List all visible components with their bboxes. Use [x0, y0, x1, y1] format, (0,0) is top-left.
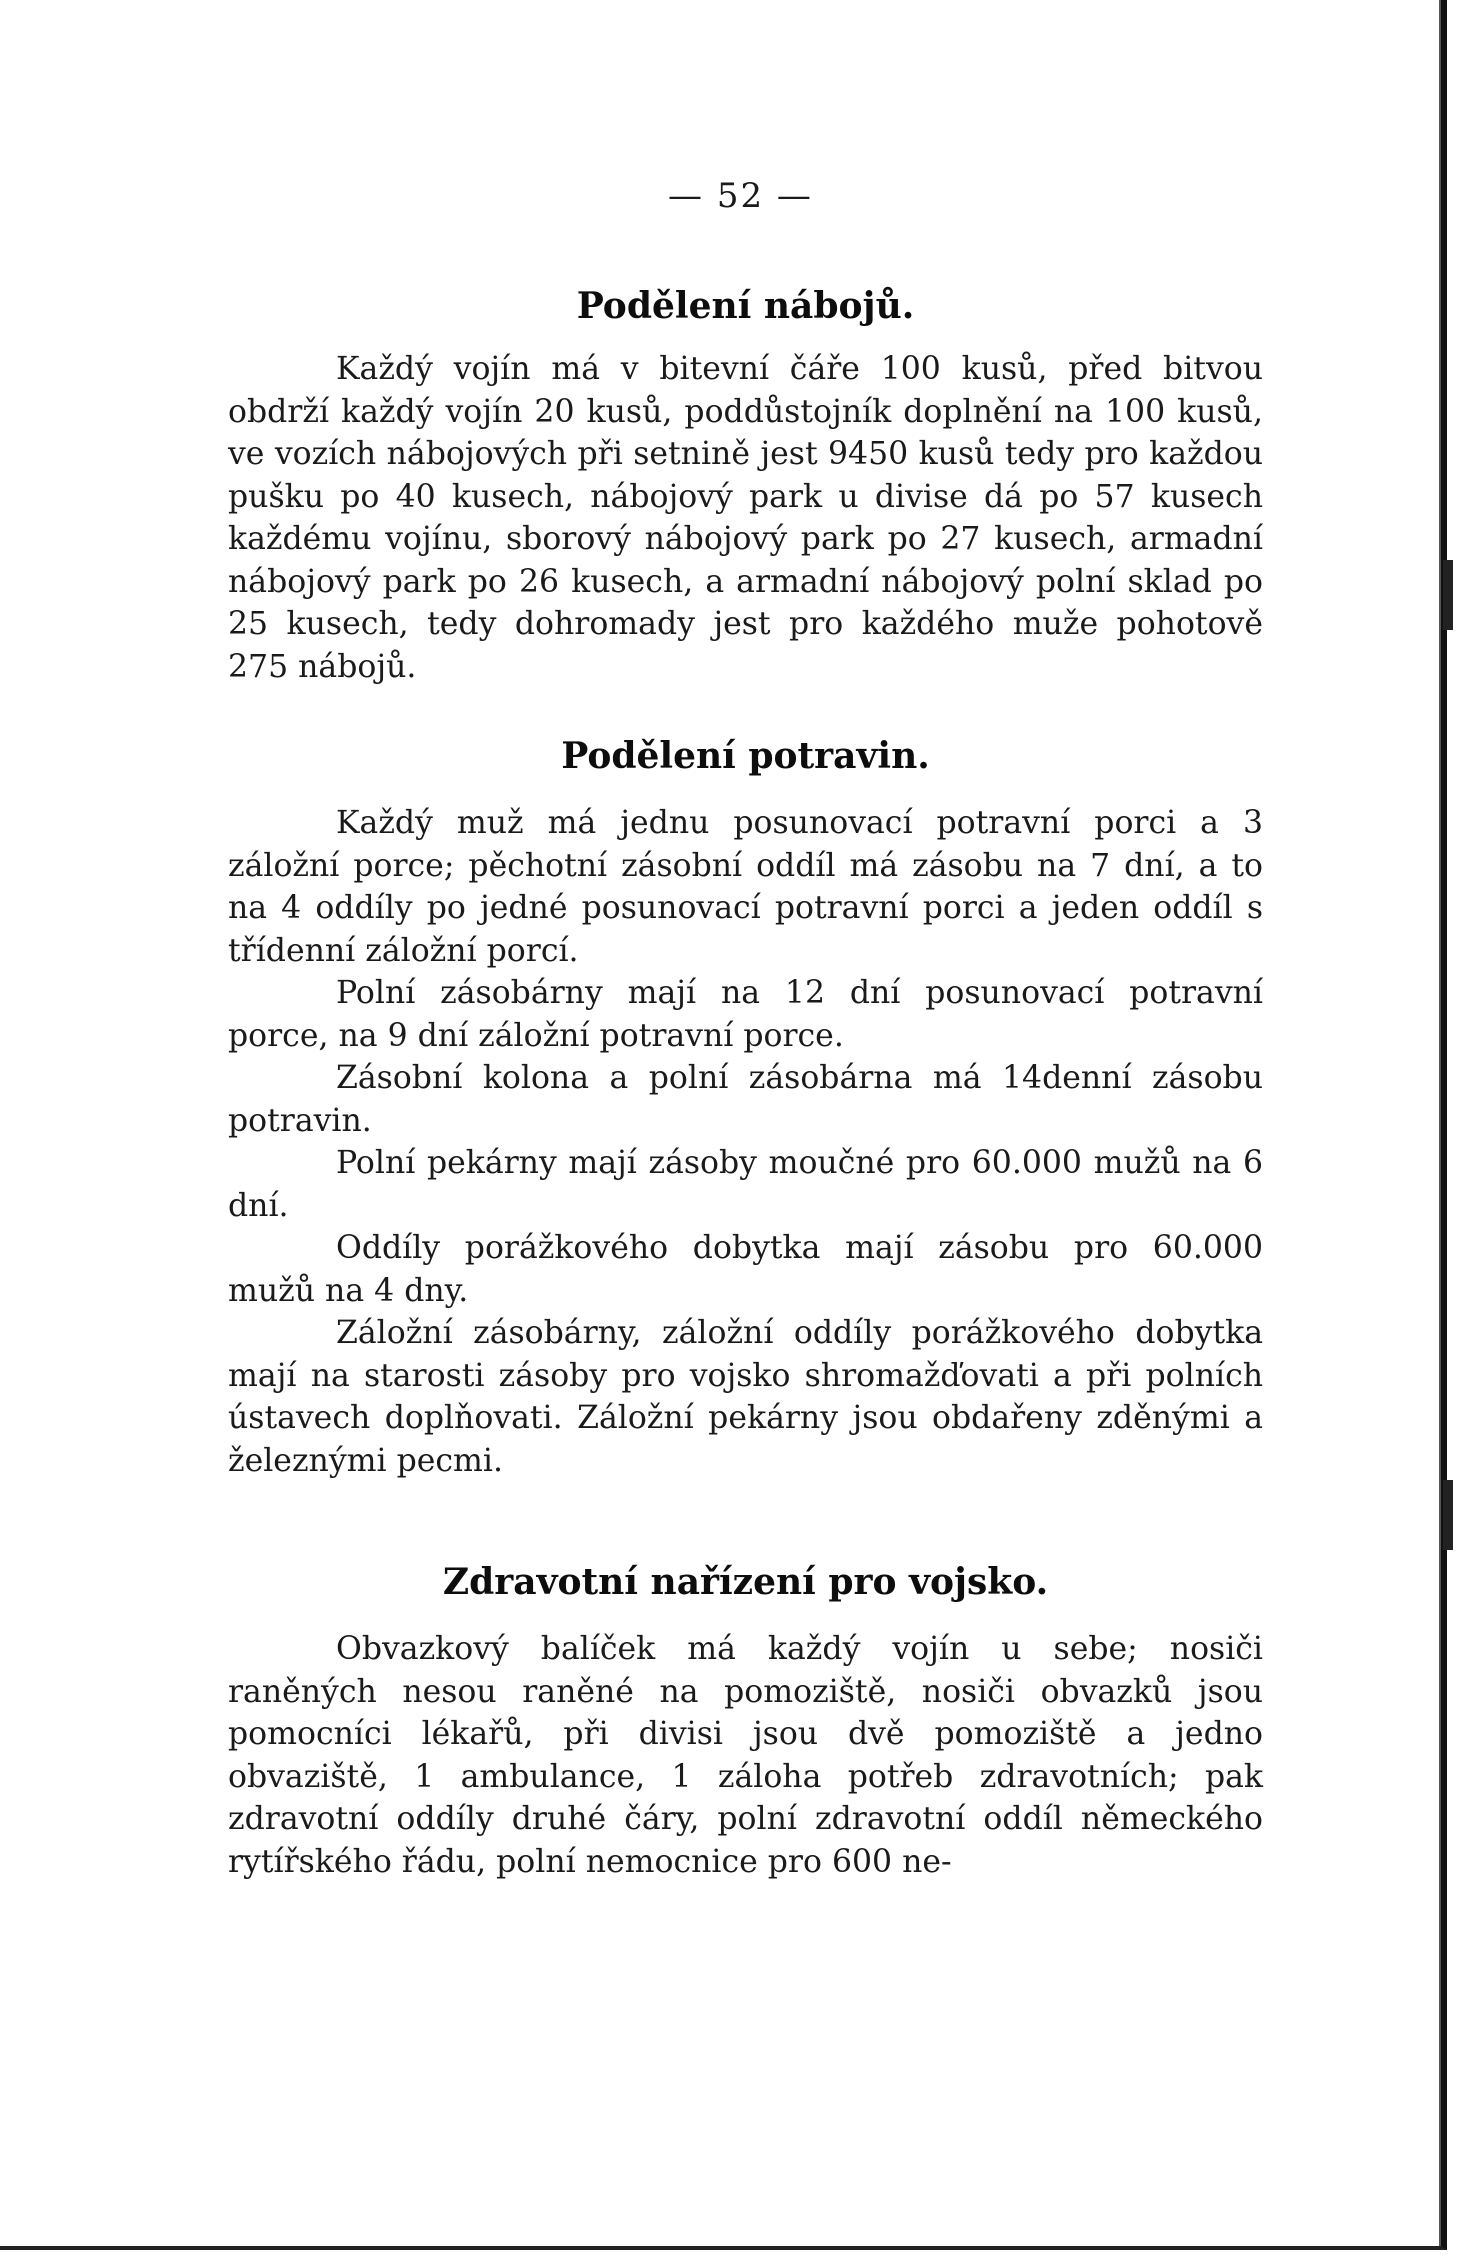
section-heading-health-regulations: Zdravotní nařízení pro vojsko.: [442, 1561, 1049, 1603]
page-number: — 52 —: [668, 176, 813, 216]
paragraph: Každý vojín má v bitevní čáře 100 kusů, před bitvou obdrží každý vojín 20 kusů, poddůstojník doplnění na 100 kusů, ve vozích nábojových při setnině jest 9450 kusů tedy pro každou pušku po 40 kusech, nábojový park u divise dá po 57 kusech každému vojínu, sborový nábojový park po 27 kusech, armadní nábojový park po 26 kusech, a armadní nábojový polní sklad po 25 kusech, tedy dohromady jest pro každého muže pohotově 275 nábojů.: [228, 351, 1263, 685]
paragraph: Obvazkový balíček má každý vojín u sebe; nosiči raněných nesou raněné na pomoziště, nosiči obvazků jsou pomocníci lékařů, při divisi jsou dvě pomoziště a jedno obvaziště, 1 ambulance, 1 záloha potřeb zdravotních; pak zdravotní oddíly druhé čáry, polní zdravotní oddíl německého rytířského řádu, polní nemocnice pro 600 ne-: [228, 1631, 1263, 1880]
paragraph: Zásobní kolona a polní zásobárna má 14denní zásobu potravin.: [228, 1060, 1263, 1139]
scan-edge-mark: [1443, 1480, 1453, 1550]
section-heading-provisions: Podělení potravin.: [561, 735, 930, 777]
paragraph: Každý muž má jednu posunovací potravní porci a 3 záložní porce; pěchotní zásobní oddíl má zásobu na 7 dní, a to na 4 oddíly po jedné posunovací potravní porci a jeden oddíl s třídenní záložní porcí.: [228, 805, 1263, 969]
section-heading-ammunition: Podělení nábojů.: [576, 285, 915, 327]
paragraph: Polní pekárny mají zásoby moučné pro 60.000 mužů na 6 dní.: [228, 1145, 1263, 1224]
paragraph: Oddíly porážkového dobytka mají zásobu pro 60.000 mužů na 4 dny.: [228, 1230, 1263, 1309]
text-column: [228, 284, 1263, 1883]
scan-edge-mark: [1443, 560, 1453, 630]
paragraph: Záložní zásobárny, záložní oddíly porážkového dobytka mají na starosti zásoby pro vojsko shromažďovati a při polních ústavech doplňovati. Záložní pekárny jsou obdařeny zděnými a železnými pecmi.: [228, 1315, 1263, 1479]
paragraph: Polní zásobárny mají na 12 dní posunovací potravní porce, na 9 dní záložní potravní porce.: [228, 975, 1263, 1054]
